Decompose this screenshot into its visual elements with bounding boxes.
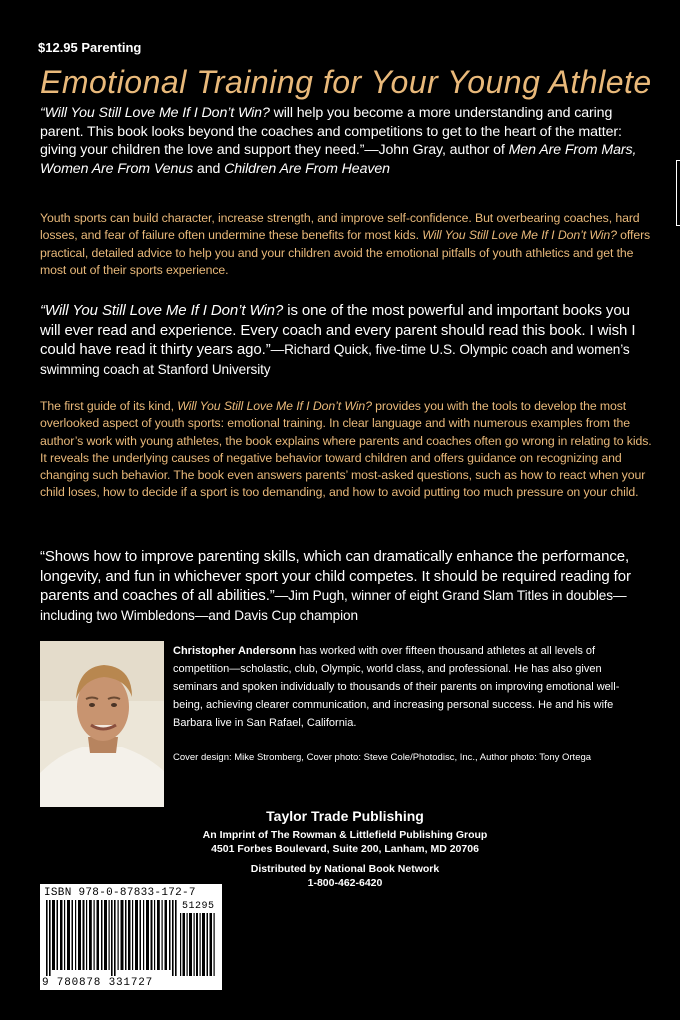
quote1-book1: Men Are From Mars, Women Are From Venus xyxy=(40,142,637,177)
author-bio xyxy=(173,642,643,732)
para1-text2: offers practical, detailed advice to help you and your children avoid the emotional pitfalls of youth athletics and get the most out of their sports experience. xyxy=(40,228,651,277)
edge-tab xyxy=(676,160,680,226)
author-portrait-image xyxy=(40,641,164,807)
para1-book-title: Will You Still Love Me If I Don’t Win? xyxy=(422,228,617,243)
para2-text2: provides you with the tools to develop the most overlooked aspect of youth sports: emotional training. In clear language and with numerous examples from the author’s work with young athletes, the book explains where parents and coaches often go wrong in relating to kids. It reveals the underlying causes of negative behavior toward children and offers guidance on recognizing and changing such behavior. The book even answers parents’ most-asked questions, such as how to react when your child loses, how to decide if a sport is too demanding, and how to avoid putting too much pressure on your child. xyxy=(40,399,652,500)
publisher-address: 4501 Forbes Boulevard, Suite 200, Lanham, MD 20706 xyxy=(211,843,479,855)
para2-book-title: Will You Still Love Me If I Don’t Win? xyxy=(177,399,372,413)
quote2-book-title: “Will You Still Love Me If I Don’t Win? xyxy=(40,302,284,319)
quote1-book2: Children Are From Heaven xyxy=(224,160,390,177)
publisher-imprint: An Imprint of The Rowman & Littlefield Publishing Group xyxy=(202,829,488,841)
quote-richard-quick xyxy=(40,301,652,379)
quote1-and: and xyxy=(193,160,225,177)
para2-text: The first guide of its kind, xyxy=(40,399,178,413)
quote2-attribution: —Richard Quick, five-time U.S. Olympic coach and women’s swimming coach at Stanford University xyxy=(40,342,630,377)
distributor: Distributed by National Book Network xyxy=(250,863,440,875)
barcode-box xyxy=(40,884,222,990)
publisher-info xyxy=(190,808,500,890)
quote-jim-pugh xyxy=(40,547,652,625)
para1-text: Youth sports can build character, increase strength, and improve self-confidence. But overbearing coaches, hard losses, and fear of failure often undermine these benefits for most kids. xyxy=(40,211,640,243)
quote3-text: “Shows how to improve parenting skills, which can dramatically enhance the performance, longevity, and fun in whichever sport your child competes. It should be required reading for parents and coaches of all abilities.” xyxy=(40,548,631,604)
quote1-book-title: “Will You Still Love Me If I Don’t Win? xyxy=(40,105,270,121)
cover-credits: Cover design: Mike Stromberg, Cover photo: Steve Cole/Photodisc, Inc., Author photo: Tony Ortega xyxy=(173,752,592,763)
quote3-attribution: —Jim Pugh, winner of eight Grand Slam Titles in doubles—including two Wimbledons—and Davis Cup champion xyxy=(40,588,627,623)
quote2-text: is one of the most powerful and important books you will ever read and experience. Every coach and every parent should read this book. I wish I could have read it thirty years ago.” xyxy=(40,302,636,358)
barcode-icon xyxy=(44,900,218,980)
publisher-name: Taylor Trade Publishing xyxy=(266,808,424,824)
author-name: Christopher Andersonn xyxy=(173,645,297,657)
quote-john-gray xyxy=(40,104,652,178)
distributor-phone: 1-800-462-6420 xyxy=(307,877,383,889)
author-bio-text: has worked with over fifteen thousand athletes at all levels of competition—scholastic, club, Olympic, world class, and professional. He has also given seminars and spoken individually to thousands of their parents on improving emotional well-being, achieving clearer communication, and increasing personal success. He and his wife Barbara live in San Rafael, California. xyxy=(173,645,620,729)
description-paragraph-2 xyxy=(40,398,652,502)
author-photo xyxy=(40,641,164,807)
ean-label: 9 780878 331727 xyxy=(42,977,154,989)
isbn-label: ISBN 978-0-87833-172-7 xyxy=(44,887,196,899)
description-paragraph-1 xyxy=(40,210,652,279)
price-code-label: 51295 xyxy=(182,901,215,912)
price-category: $12.95 Parenting xyxy=(38,40,142,55)
headline: Emotional Training for Your Young Athlete xyxy=(40,64,652,100)
quote1-text: will help you become a more understanding and caring parent. This book looks beyond the coaches and competitions to get to the heart of the matter: giving your children the love and support they need.”—John Gray, author of xyxy=(40,105,622,158)
